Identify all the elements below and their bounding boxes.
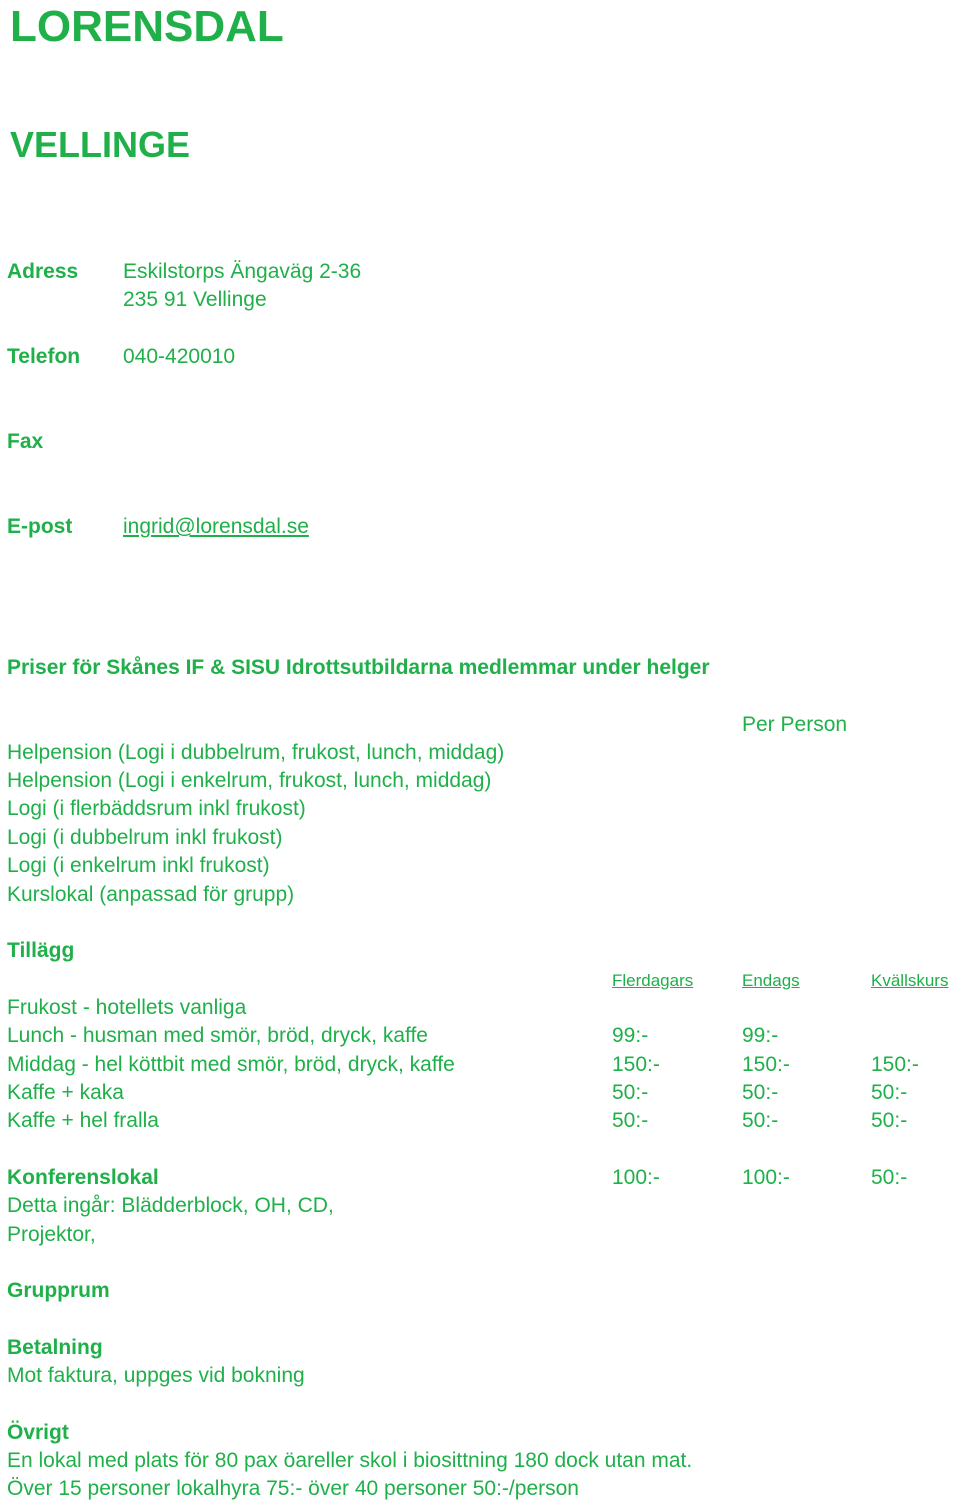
conference-includes: Projektor, [7, 1223, 96, 1246]
addition-price: 50:- [612, 1081, 649, 1104]
phone-label: Telefon [7, 345, 81, 368]
column-header-endags: Endags [742, 971, 800, 990]
phone-value: 040-420010 [123, 345, 236, 368]
email-label: E-post [7, 515, 73, 538]
addition-price: 150:- [742, 1053, 790, 1076]
price-item: Logi (i enkelrum inkl frukost) [7, 854, 270, 877]
price-item: Logi (i flerbäddsrum inkl frukost) [7, 797, 306, 820]
conference-price: 100:- [742, 1166, 790, 1189]
prices-heading: Priser för Skånes IF & SISU Idrottsutbildarna medlemmar under helger [7, 656, 710, 679]
addition-price: 50:- [871, 1109, 908, 1132]
additions-heading: Tillägg [7, 939, 75, 962]
addition-price: 50:- [871, 1081, 908, 1104]
price-item: Helpension (Logi i dubbelrum, frukost, lunch, middag) [7, 741, 505, 764]
email-link[interactable]: ingrid@lorensdal.se [123, 515, 309, 538]
address-line2: 235 91 Vellinge [123, 288, 267, 311]
addition-price: 50:- [742, 1081, 779, 1104]
addition-row-label: Kaffe + hel fralla [7, 1109, 159, 1132]
addition-price: 99:- [742, 1024, 779, 1047]
column-header-flerdagars: Flerdagars [612, 971, 694, 990]
address-label: Adress [7, 260, 79, 283]
other-text: Över 15 personer lokalhyra 75:- över 40 personer 50:-/person [7, 1477, 579, 1500]
group-room-heading: Grupprum [7, 1279, 110, 1302]
addition-row-label: Middag - hel köttbit med smör, bröd, dryck, kaffe [7, 1053, 455, 1076]
addition-row-label: Kaffe + kaka [7, 1081, 124, 1104]
addition-price: 150:- [871, 1053, 919, 1076]
conference-heading: Konferenslokal [7, 1166, 159, 1189]
per-person-label: Per Person [742, 713, 848, 736]
addition-price: 50:- [612, 1109, 649, 1132]
conference-price: 50:- [871, 1166, 908, 1189]
page-subtitle: VELLINGE [10, 124, 191, 165]
column-header-kvallskurs: Kvällskurs [871, 971, 949, 990]
addition-price: 99:- [612, 1024, 649, 1047]
conference-price: 100:- [612, 1166, 660, 1189]
payment-text: Mot faktura, uppges vid bokning [7, 1364, 305, 1387]
page-title: LORENSDAL [10, 2, 284, 51]
addition-row-label: Frukost - hotellets vanliga [7, 996, 247, 1019]
addition-row-label: Lunch - husman med smör, bröd, dryck, kaffe [7, 1024, 428, 1047]
payment-heading: Betalning [7, 1336, 103, 1359]
address-line1: Eskilstorps Ängaväg 2-36 [123, 260, 362, 283]
other-text: En lokal med plats för 80 pax öareller skol i biosittning 180 dock utan mat. [7, 1449, 693, 1472]
price-item: Helpension (Logi i enkelrum, frukost, lunch, middag) [7, 769, 492, 792]
addition-price: 50:- [742, 1109, 779, 1132]
addition-price: 150:- [612, 1053, 660, 1076]
price-item: Kurslokal (anpassad för grupp) [7, 883, 295, 906]
price-item: Logi (i dubbelrum inkl frukost) [7, 826, 283, 849]
conference-includes: Detta ingår: Blädderblock, OH, CD, [7, 1194, 334, 1217]
fax-label: Fax [7, 430, 44, 453]
other-heading: Övrigt [7, 1421, 69, 1444]
